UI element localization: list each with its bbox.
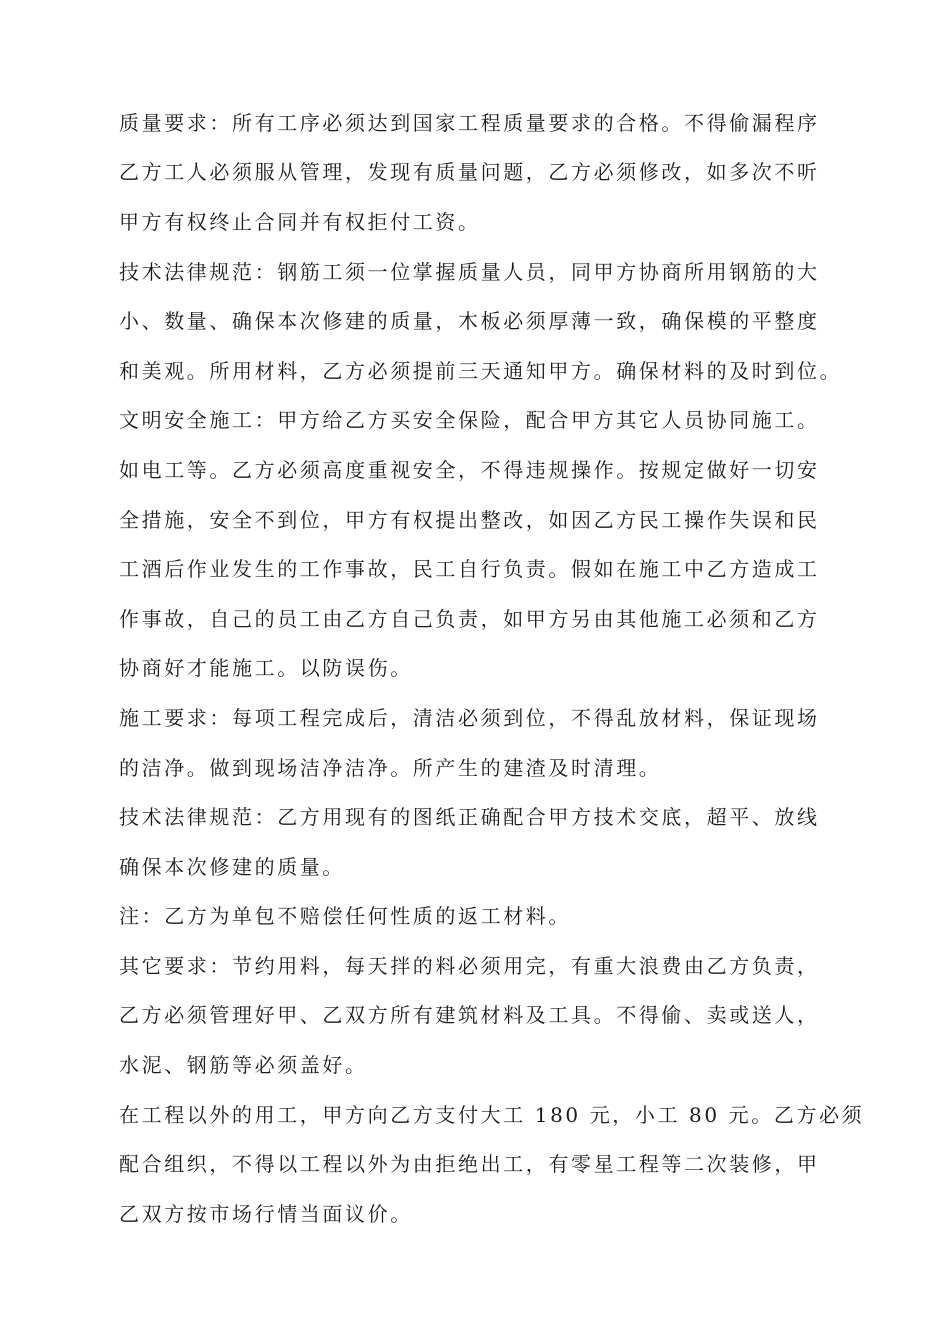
text-line: 乙方工人必须服从管理，发现有质量问题，乙方必须修改，如多次不听	[119, 160, 820, 185]
text-line: 如电工等。乙方必须高度重视安全，不得违规操作。按规定做好一切安	[119, 457, 820, 482]
text-line: 小、数量、确保本次修建的质量，木板必须厚薄一致，确保模的平整度	[119, 309, 820, 334]
text-line: 乙双方按市场行情当面议价。	[119, 1201, 413, 1226]
text-line: 全措施，安全不到位，甲方有权提出整改，如因乙方民工操作失误和民	[119, 507, 820, 532]
text-line: 作事故，自己的员工由乙方自己负责，如甲方另由其他施工必须和乙方	[119, 606, 820, 631]
text-line: 乙方必须管理好甲、乙双方所有建筑材料及工具。不得偷、卖或送人，	[119, 1003, 820, 1028]
text-line: 水泥、钢筋等必须盖好。	[119, 1053, 368, 1078]
text-line: 技术法律规范：乙方用现有的图纸正确配合甲方技术交底，超平、放线	[119, 805, 820, 830]
text-line: 在工程以外的用工，甲方向乙方支付大工 180 元，小工 80 元。乙方必须	[119, 1102, 865, 1127]
text-line: 质量要求：所有工序必须达到国家工程质量要求的合格。不得偷漏程序	[119, 110, 820, 135]
document-body	[119, 98, 865, 1239]
text-line: 甲方有权终止合同并有权拒付工资。	[119, 209, 481, 234]
text-line: 工酒后作业发生的工作事故，民工自行负责。假如在施工中乙方造成工	[119, 557, 820, 582]
text-line: 技术法律规范：钢筋工须一位掌握质量人员，同甲方协商所用钢筋的大	[119, 259, 820, 284]
text-line: 和美观。所用材料，乙方必须提前三天通知甲方。确保材料的及时到位。	[119, 358, 843, 383]
text-line: 施工要求：每项工程完成后，清洁必须到位，不得乱放材料，保证现场	[119, 705, 820, 730]
text-line: 协商好才能施工。以防误伤。	[119, 656, 413, 681]
text-line: 的洁净。做到现场洁净洁净。所产生的建渣及时清理。	[119, 755, 662, 780]
text-line: 其它要求：节约用料，每天拌的料必须用完，有重大浪费由乙方负责，	[119, 953, 820, 978]
text-line: 确保本次修建的质量。	[119, 854, 345, 879]
text-line: 注：乙方为单包不赔偿任何性质的返工材料。	[119, 904, 571, 929]
text-line: 文明安全施工：甲方给乙方买安全保险，配合甲方其它人员协同施工。	[119, 408, 820, 433]
text-line: 配合组织，不得以工程以外为由拒绝出工，有零星工程等二次装修，甲	[119, 1152, 820, 1177]
